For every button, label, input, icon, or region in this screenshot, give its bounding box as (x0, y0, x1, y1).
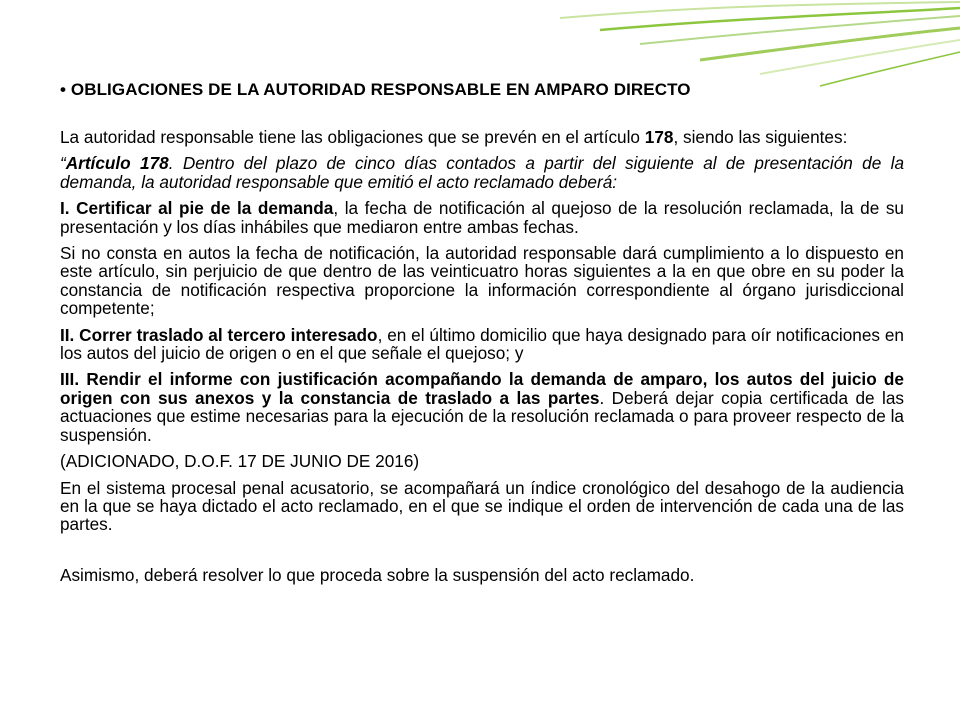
intro-paragraph (60, 128, 904, 146)
slide-content (60, 80, 904, 592)
quote-mark: “ (60, 153, 66, 174)
item-1-title: I. Certificar al pie de la demanda (60, 198, 334, 219)
item-3-title: III. Rendir el informe con justificación acompañando la demanda de amparo, los autos del juicio de origen con sus anexos y la constancia de traslado a las partes (60, 369, 904, 408)
decorative-swoosh (0, 0, 960, 90)
adicionado-note: (ADICIONADO, D.O.F. 17 DE JUNIO DE 2016) (60, 451, 420, 472)
slide-heading: • OBLIGACIONES DE LA AUTORIDAD RESPONSABLE EN AMPARO DIRECTO (60, 80, 691, 99)
asimismo-paragraph: Asimismo, deberá resolver lo que proceda sobre la suspensión del acto reclamado. (60, 564, 695, 585)
item-2-title: II. Correr traslado al tercero interesado (60, 324, 378, 345)
penal-paragraph: En el sistema procesal penal acusatorio, se acompañará un índice cronológico del desahogo de la audiencia en la que se haya dictado el acto reclamado, en el que se indique el orden de intervención de cada una de las partes. (60, 477, 904, 535)
quote-article-title: Artículo 178 (65, 153, 169, 174)
no-consta-paragraph: Si no consta en autos la fecha de notificación, la autoridad responsable dará cumplimiento a lo dispuesto en este artículo, sin perjuicio de que dentro de las veinticuatro horas siguientes a la en que obre en su poder la constancia de notificación respectiva proporcione la información correspondiente al órgano jurisdiccional competente; (60, 243, 904, 319)
intro-text: La autoridad responsable tiene las obligaciones que se prevén en el artículo (60, 127, 645, 147)
item-1-paragraph (60, 199, 904, 236)
item-1-text: , la fecha de notificación al quejoso de la resolución reclamada, la de su presentación y los días inhábiles que mediaron entre ambas fechas. (60, 198, 904, 237)
item-3-text: . Deberá dejar copia certificada de las actuaciones que estime necesarias para la ejecución de la resolución reclamada o para proveer respecto de la suspensión. (60, 387, 904, 445)
quote-paragraph (60, 154, 904, 191)
item-2-text: , en el último domicilio que haya designado para oír notificaciones en los autos del juicio de origen o en el que señale el quejoso; y (60, 324, 904, 364)
quote-text: . Dentro del plazo de cinco días contados a partir del siguiente al de presentación de la demanda, la autoridad responsable que emitió el acto reclamado deberá: (60, 153, 905, 192)
item-3-paragraph (60, 370, 904, 444)
intro-text-end: , siendo las siguientes: (673, 127, 848, 147)
item-2-paragraph (60, 326, 904, 363)
article-number: 178 (644, 127, 674, 147)
